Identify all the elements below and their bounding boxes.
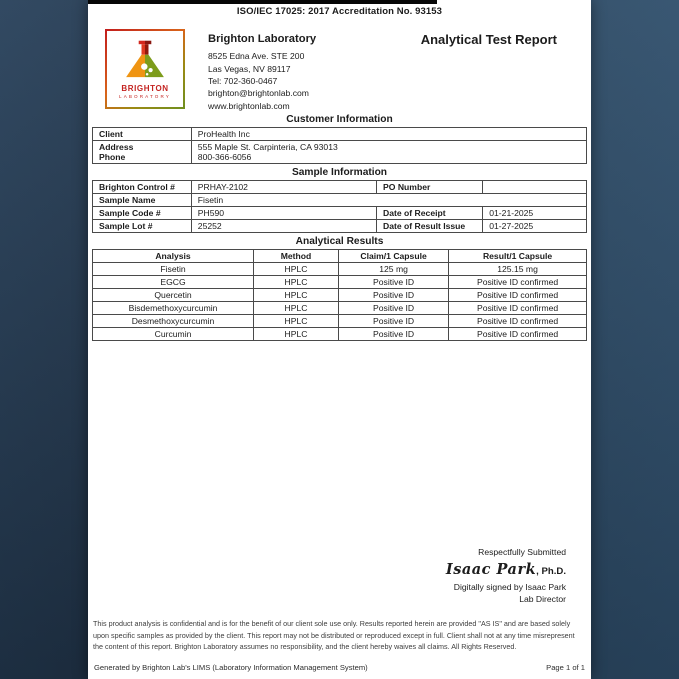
phone-value: 800-366-6056 [197, 152, 252, 162]
po-value [483, 181, 587, 194]
page-number: Page 1 of 1 [546, 663, 585, 672]
lot-label: Sample Lot # [93, 220, 192, 233]
signature-name-row [88, 560, 566, 580]
lab-email: brighton@brightonlab.com [208, 88, 309, 99]
signature-script: Isaac Park [445, 560, 537, 578]
customer-info-title: Customer Information [286, 114, 393, 125]
client-value: ProHealth Inc [191, 128, 586, 141]
results-header-row [93, 250, 587, 263]
table-row: Fisetin HPLC 125 mg 125.15 mg [93, 263, 587, 276]
table-row [93, 207, 587, 220]
table-row: Curcumin HPLC Positive ID Positive ID confirmed [93, 328, 587, 341]
receipt-label: Date of Receipt [377, 207, 483, 220]
report-header [88, 17, 591, 111]
analytical-results-title: Analytical Results [295, 236, 384, 247]
report-page [88, 0, 591, 679]
sample-name-value: Fisetin [191, 194, 586, 207]
table-row [93, 194, 587, 207]
client-label: Client [93, 128, 192, 141]
brighton-logo [105, 29, 185, 109]
column-header: Method [254, 250, 339, 263]
lab-telephone: Tel: 702-360-0467 [208, 75, 278, 86]
lab-website: www.brightonlab.com [208, 100, 290, 111]
issue-value: 01-27-2025 [483, 220, 587, 233]
table-row: EGCG HPLC Positive ID Positive ID confirmed [93, 276, 587, 289]
blank-area [88, 341, 591, 547]
report-title: Analytical Test Report [420, 32, 557, 47]
customer-info-table [92, 127, 587, 164]
report-footer [94, 653, 585, 672]
column-header: Analysis [93, 250, 254, 263]
address-label: Address [99, 142, 134, 152]
signer-role: Lab Director [519, 593, 566, 604]
sample-info-table [92, 180, 587, 233]
table-row [93, 220, 587, 233]
column-header: Result/1 Capsule [449, 250, 587, 263]
digital-signature-note: Digitally signed by Isaac Park [453, 582, 566, 593]
table-row [93, 128, 587, 141]
po-label: PO Number [377, 181, 483, 194]
receipt-value: 01-21-2025 [483, 207, 587, 220]
sample-code-label: Sample Code # [93, 207, 192, 220]
table-row: Bisdemethoxycurcumin HPLC Positive ID Positive ID confirmed [93, 302, 587, 315]
generated-by-text: Generated by Brighton Lab's LIMS (Laboratory Information Management System) [94, 663, 368, 672]
phone-label: Phone [99, 152, 126, 162]
sample-info-title: Sample Information [291, 167, 388, 178]
sample-code-value: PH590 [191, 207, 376, 220]
submitted-label: Respectfully Submitted [478, 547, 566, 558]
table-row [93, 141, 587, 164]
signature-credential: , Ph.D. [536, 565, 566, 577]
lab-contact-block [208, 29, 316, 112]
lab-address-line1: 8525 Edna Ave. STE 200 [208, 51, 305, 62]
flask-icon [124, 40, 166, 82]
signature-block [88, 547, 591, 605]
lot-value: 25252 [191, 220, 376, 233]
table-row [93, 181, 587, 194]
lab-address-line2: Las Vegas, NV 89117 [208, 63, 291, 74]
address-value: 555 Maple St. Carpinteria, CA 93013 [197, 142, 338, 152]
control-value: PRHAY-2102 [191, 181, 376, 194]
lab-name: Brighton Laboratory [208, 33, 317, 45]
sample-name-label: Sample Name [93, 194, 192, 207]
control-label: Brighton Control # [93, 181, 192, 194]
table-row: Quercetin HPLC Positive ID Positive ID confirmed [93, 289, 587, 302]
column-header: Claim/1 Capsule [338, 250, 448, 263]
analytical-results-table [92, 249, 587, 341]
logo-brand-subtext: LABORATORY [119, 93, 171, 99]
accreditation-line: ISO/IEC 17025: 2017 Accreditation No. 93153 [236, 6, 443, 17]
logo-brand-text: BRIGHTON [121, 83, 169, 93]
top-black-stripe [88, 0, 437, 4]
disclaimer-text: This product analysis is confidential and is for the benefit of our client sole use only. Results reported herein are provided "AS IS" and are based solely upon specific samples as provided by the client. This report may not be distributed or reproduced except in full. Client shall not at any time misrepresent the content of this report. Brighton Laboratory assumes no responsibility, and the client hereby waives all claims. All Rights Reserved. [93, 619, 575, 652]
issue-label: Date of Result Issue [377, 220, 483, 233]
table-row: Desmethoxycurcumin HPLC Positive ID Positive ID confirmed [93, 315, 587, 328]
